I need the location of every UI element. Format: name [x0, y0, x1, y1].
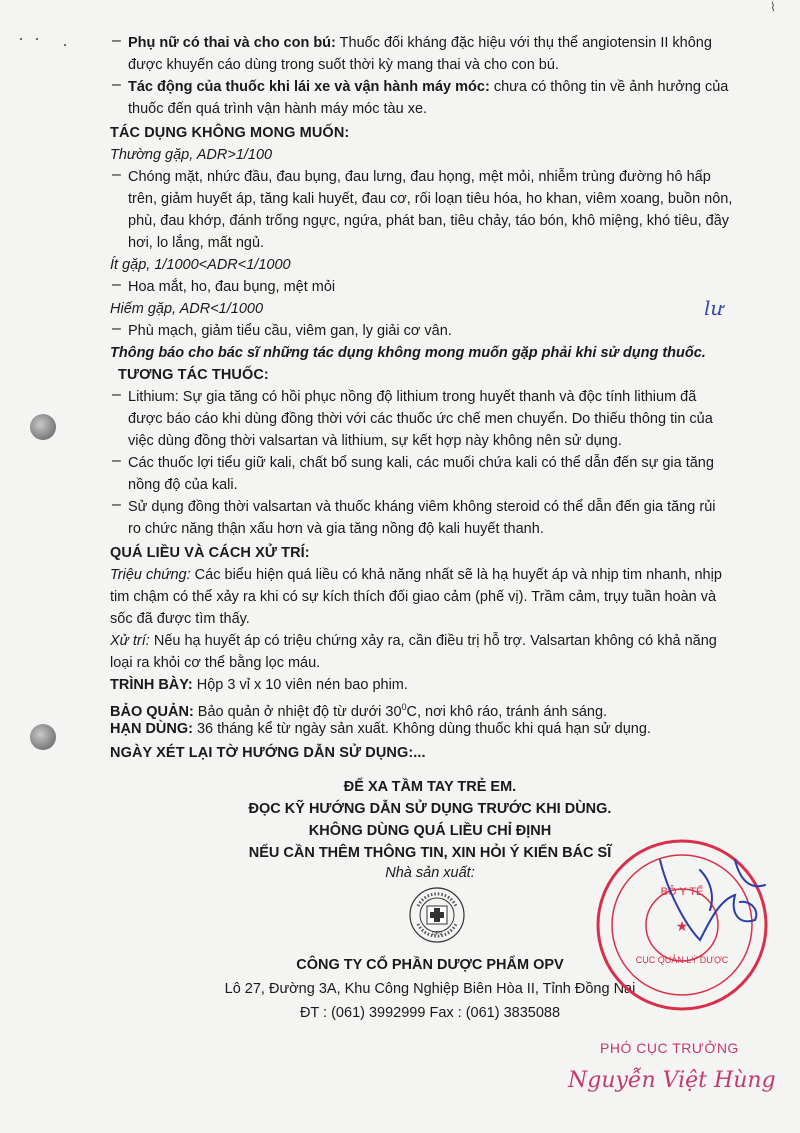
- interaction-1-line-3: việc dùng đồng thời valsartan và lithium, sự kết hợp này không nên sử dụng.: [128, 433, 622, 449]
- pregnancy-line-1: Phụ nữ có thai và cho con bú: Thuốc đối kháng đặc hiệu với thụ thể angiotensin II không: [128, 35, 712, 51]
- signature-scribble: [640, 840, 780, 950]
- treatment-label: Xử trí:: [110, 633, 150, 649]
- svg-text:OPV: OPV: [431, 931, 443, 937]
- signer-name: Nguyễn Việt Hùng: [568, 1068, 776, 1093]
- rare-label: Hiếm gặp, ADR<1/1000: [110, 301, 264, 317]
- margin-dot: ·: [62, 34, 68, 54]
- interaction-3-line-2: ro chức năng thận xấu hơn và gia tăng nồng độ kali huyết thanh.: [128, 521, 544, 537]
- treatment-line-2: loại ra khỏi cơ thể bằng lọc máu.: [110, 655, 321, 671]
- driving-label: Tác động của thuốc khi lái xe và vận hành máy móc:: [128, 79, 490, 95]
- interaction-2-line-2: nồng độ của kali.: [128, 477, 238, 493]
- rare-text: Phù mạch, giảm tiểu cầu, viêm gan, ly giải cơ vân.: [128, 323, 452, 339]
- bullet-dash: –: [112, 496, 121, 513]
- uncommon-text: Hoa mắt, ho, đau bụng, mệt mỏi: [128, 279, 336, 295]
- margin-note: lư: [704, 296, 724, 320]
- storage-label: BẢO QUẢN:: [110, 703, 194, 720]
- warning-line-2: ĐỌC KỸ HƯỚNG DẪN SỬ DỤNG TRƯỚC KHI DÙNG.: [248, 801, 612, 817]
- common-line-3: phù, đau khớp, đánh trống ngực, ngứa, phát ban, tiêu chảy, táo bón, khô miệng, khó tiêu, đầy: [128, 213, 730, 229]
- company-name: CÔNG TY CỔ PHẦN DƯỢC PHẨM OPV: [296, 957, 564, 973]
- svg-text:CỤC QUẢN LÝ DƯỢC: CỤC QUẢN LÝ DƯỢC: [635, 955, 729, 965]
- manufacturer-label: Nhà sản xuất:: [385, 865, 475, 881]
- interaction-1-line-1: Lithium: Sự gia tăng có hồi phục nồng độ lithium trong huyết thanh và độc tính lithium đã: [128, 389, 697, 405]
- signer-title: PHÓ CỤC TRƯỞNG: [600, 1040, 739, 1056]
- common-line-4: hơi, lo lắng, mất ngủ.: [128, 235, 265, 251]
- treatment-line-1: Xử trí: Nếu hạ huyết áp có triệu chứng xảy ra, cần điều trị hỗ trợ. Valsartan không có khả năng: [110, 633, 717, 649]
- symptoms-line-3: sốc đã được tìm thấy.: [110, 611, 250, 627]
- adverse-notice: Thông báo cho bác sĩ những tác dụng không mong muốn gặp phải khi sử dụng thuốc.: [110, 345, 706, 361]
- common-line-1: Chóng mặt, nhức đầu, đau bụng, đau lưng, đau họng, mệt mỏi, nhiễm trùng đường hô hấp: [128, 169, 711, 185]
- common-line-2: trên, giảm huyết áp, tăng kali huyết, đau cơ, rối loạn tiêu hóa, ho khan, viêm xoang, buồn nôn,: [128, 191, 733, 207]
- bullet-dash: –: [112, 32, 121, 49]
- common-label: Thường gặp, ADR>1/100: [110, 147, 273, 163]
- bullet-dash: –: [112, 76, 121, 93]
- pregnancy-line-2: được khuyến cáo dùng trong suốt thời kỳ mang thai và cho con bú.: [128, 57, 559, 73]
- warning-line-1: ĐỂ XA TẦM TAY TRẺ EM.: [343, 779, 517, 795]
- interactions-heading: TƯƠNG TÁC THUỐC:: [118, 367, 269, 383]
- interaction-3-line-1: Sử dụng đồng thời valsartan và thuốc kháng viêm không steroid có thể dẫn đến gia tăng rủi: [128, 499, 716, 515]
- bullet-dash: –: [112, 276, 121, 293]
- review-date: NGÀY XÉT LẠI TỜ HƯỚNG DẪN SỬ DỤNG:...: [110, 745, 426, 761]
- expiry-line: HẠN DÙNG: 36 tháng kể từ ngày sản xuất. Không dùng thuốc khi quá hạn sử dụng.: [110, 721, 651, 737]
- uncommon-label: Ít gặp, 1/1000<ADR<1/1000: [110, 257, 291, 273]
- svg-text:BỘ Y TẾ: BỘ Y TẾ: [660, 886, 704, 898]
- company-address: Lô 27, Đường 3A, Khu Công Nghiệp Biên Hòa II, Tỉnh Đồng Nai: [224, 981, 636, 997]
- warning-line-3: KHÔNG DÙNG QUÁ LIỀU CHỈ ĐỊNH: [308, 823, 552, 839]
- symptoms-label: Triệu chứng:: [110, 567, 191, 583]
- interaction-2-line-1: Các thuốc lợi tiểu giữ kali, chất bổ sung kali, các muối chứa kali có thể dẫn đến sự gia tăng: [128, 455, 714, 471]
- presentation-line: TRÌNH BÀY: Hộp 3 vỉ x 10 viên nén bao phim.: [110, 677, 408, 693]
- adverse-heading: TÁC DỤNG KHÔNG MONG MUỐN:: [110, 125, 350, 141]
- overdose-heading: QUÁ LIỀU VÀ CÁCH XỬ TRÍ:: [110, 545, 310, 561]
- symptoms-line-2: tim chậm có thể xảy ra khi có sự kích thích đối giao cảm (phế vị). Trầm cảm, trụy tuần hoàn và: [110, 589, 717, 605]
- pregnancy-label: Phụ nữ có thai và cho con bú:: [128, 35, 336, 51]
- corner-mark: ⌇: [770, 0, 776, 14]
- company-logo: [408, 886, 466, 944]
- margin-dots: · ·: [18, 28, 40, 48]
- warning-line-4: NẾU CẦN THÊM THÔNG TIN, XIN HỎI Ý KIẾN BÁC SĨ: [248, 845, 612, 861]
- storage-line: BẢO QUẢN: Bảo quản ở nhiệt độ từ dưới $30^0C$, nơi khô ráo, tránh ánh sáng.: [110, 702, 608, 720]
- punch-hole-bottom: [30, 724, 56, 750]
- interaction-1-line-2: được báo cáo khi dùng đồng thời với các thuốc ức chế men chuyển. Do thiếu thông tin của: [128, 411, 713, 427]
- driving-line-1: Tác động của thuốc khi lái xe và vận hành máy móc: chưa có thông tin về ảnh hưởng của: [128, 79, 729, 95]
- presentation-label: TRÌNH BÀY:: [110, 677, 193, 693]
- symptoms-line-1: Triệu chứng: Các biểu hiện quá liều có khả năng nhất sẽ là hạ huyết áp và nhịp tim nhanh, nhịp: [110, 567, 722, 583]
- expiry-label: HẠN DÙNG:: [110, 721, 193, 737]
- company-contact: ĐT : (061) 3992999 Fax : (061) 3835088: [299, 1005, 561, 1021]
- driving-line-2: thuốc đến quá trình vận hành máy móc tàu xe.: [128, 101, 428, 117]
- svg-text:★: ★: [675, 918, 689, 934]
- bullet-dash: –: [112, 452, 121, 469]
- punch-hole-top: [30, 414, 56, 440]
- bullet-dash: –: [112, 386, 121, 403]
- bullet-dash: –: [112, 166, 121, 183]
- bullet-dash: –: [112, 320, 121, 337]
